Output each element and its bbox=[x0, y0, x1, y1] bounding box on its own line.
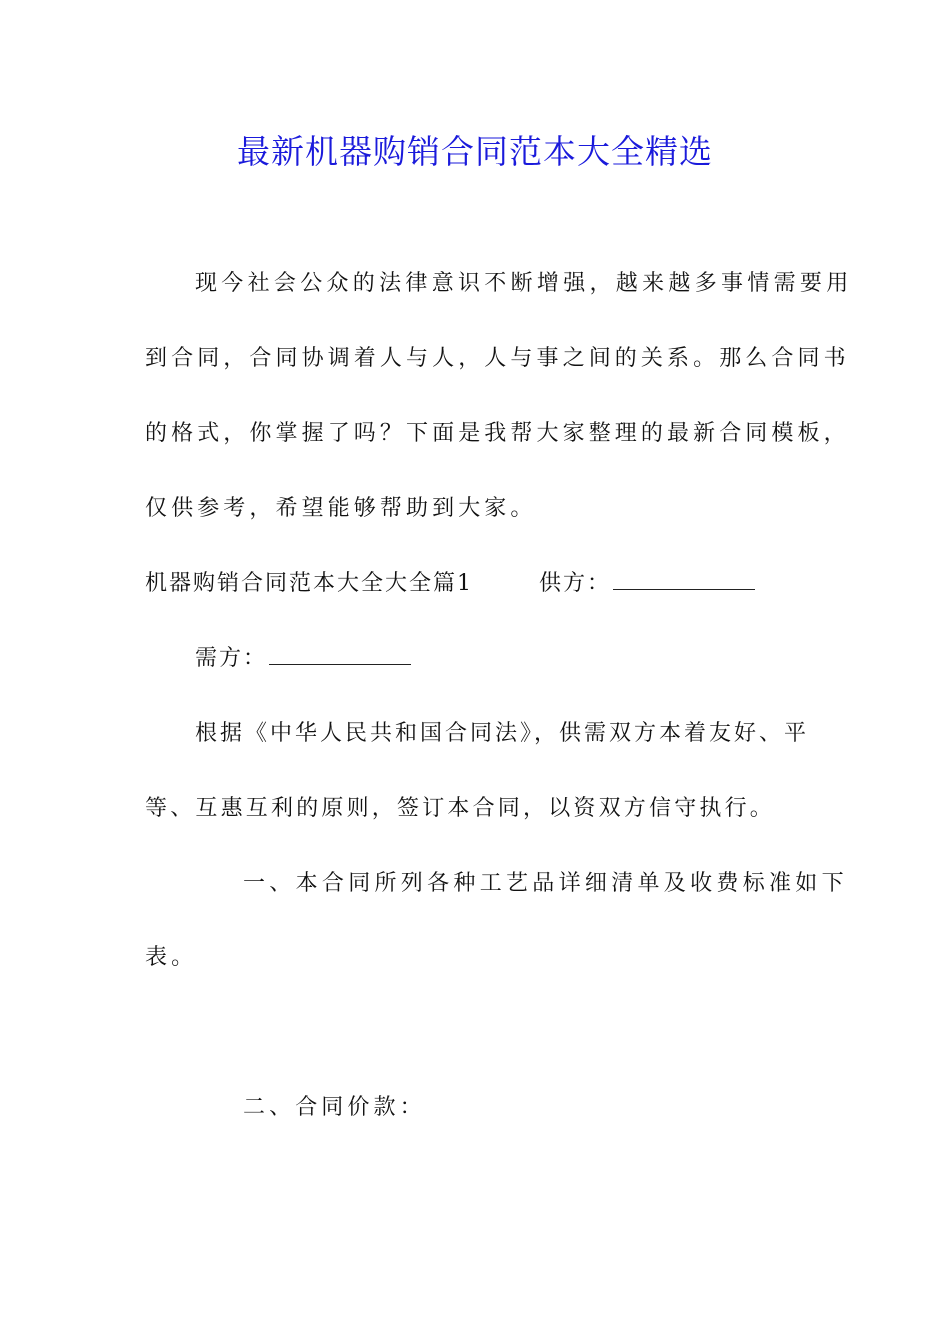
intro-line-2: 到合同，合同协调着人与人，人与事之间的关系。那么合同书 bbox=[145, 346, 850, 371]
basis-line-2: 等、互惠互利的原则，签订本合同，以资双方信守执行。 bbox=[145, 796, 776, 821]
supplier-blank-line bbox=[613, 569, 755, 590]
clause-1-line-1: 一、本合同所列各种工艺品详细清单及收费标准如下 bbox=[243, 871, 848, 896]
basis-line-1: 根据《中华人民共和国合同法》，供需双方本着友好、平 bbox=[195, 721, 810, 746]
intro-line-1: 现今社会公众的法律意识不断增强，越来越多事情需要用 bbox=[195, 271, 853, 296]
buyer-label: 需方： bbox=[195, 646, 268, 671]
buyer-row bbox=[195, 643, 411, 675]
section-heading: 机器购销合同范本大全大全篇1 bbox=[145, 571, 473, 596]
clause-2-heading: 二、合同价款： bbox=[243, 1095, 426, 1120]
intro-line-4: 仅供参考，希望能够帮助到大家。 bbox=[145, 496, 537, 521]
section-heading-row bbox=[145, 568, 755, 600]
supplier-label: 供方： bbox=[539, 571, 612, 596]
document-title: 最新机器购销合同范本大全精选 bbox=[237, 132, 713, 171]
clause-1-line-2: 表。 bbox=[145, 945, 198, 970]
intro-line-3: 的格式，你掌握了吗？下面是我帮大家整理的最新合同模板， bbox=[145, 421, 850, 446]
buyer-blank-line bbox=[269, 644, 411, 665]
